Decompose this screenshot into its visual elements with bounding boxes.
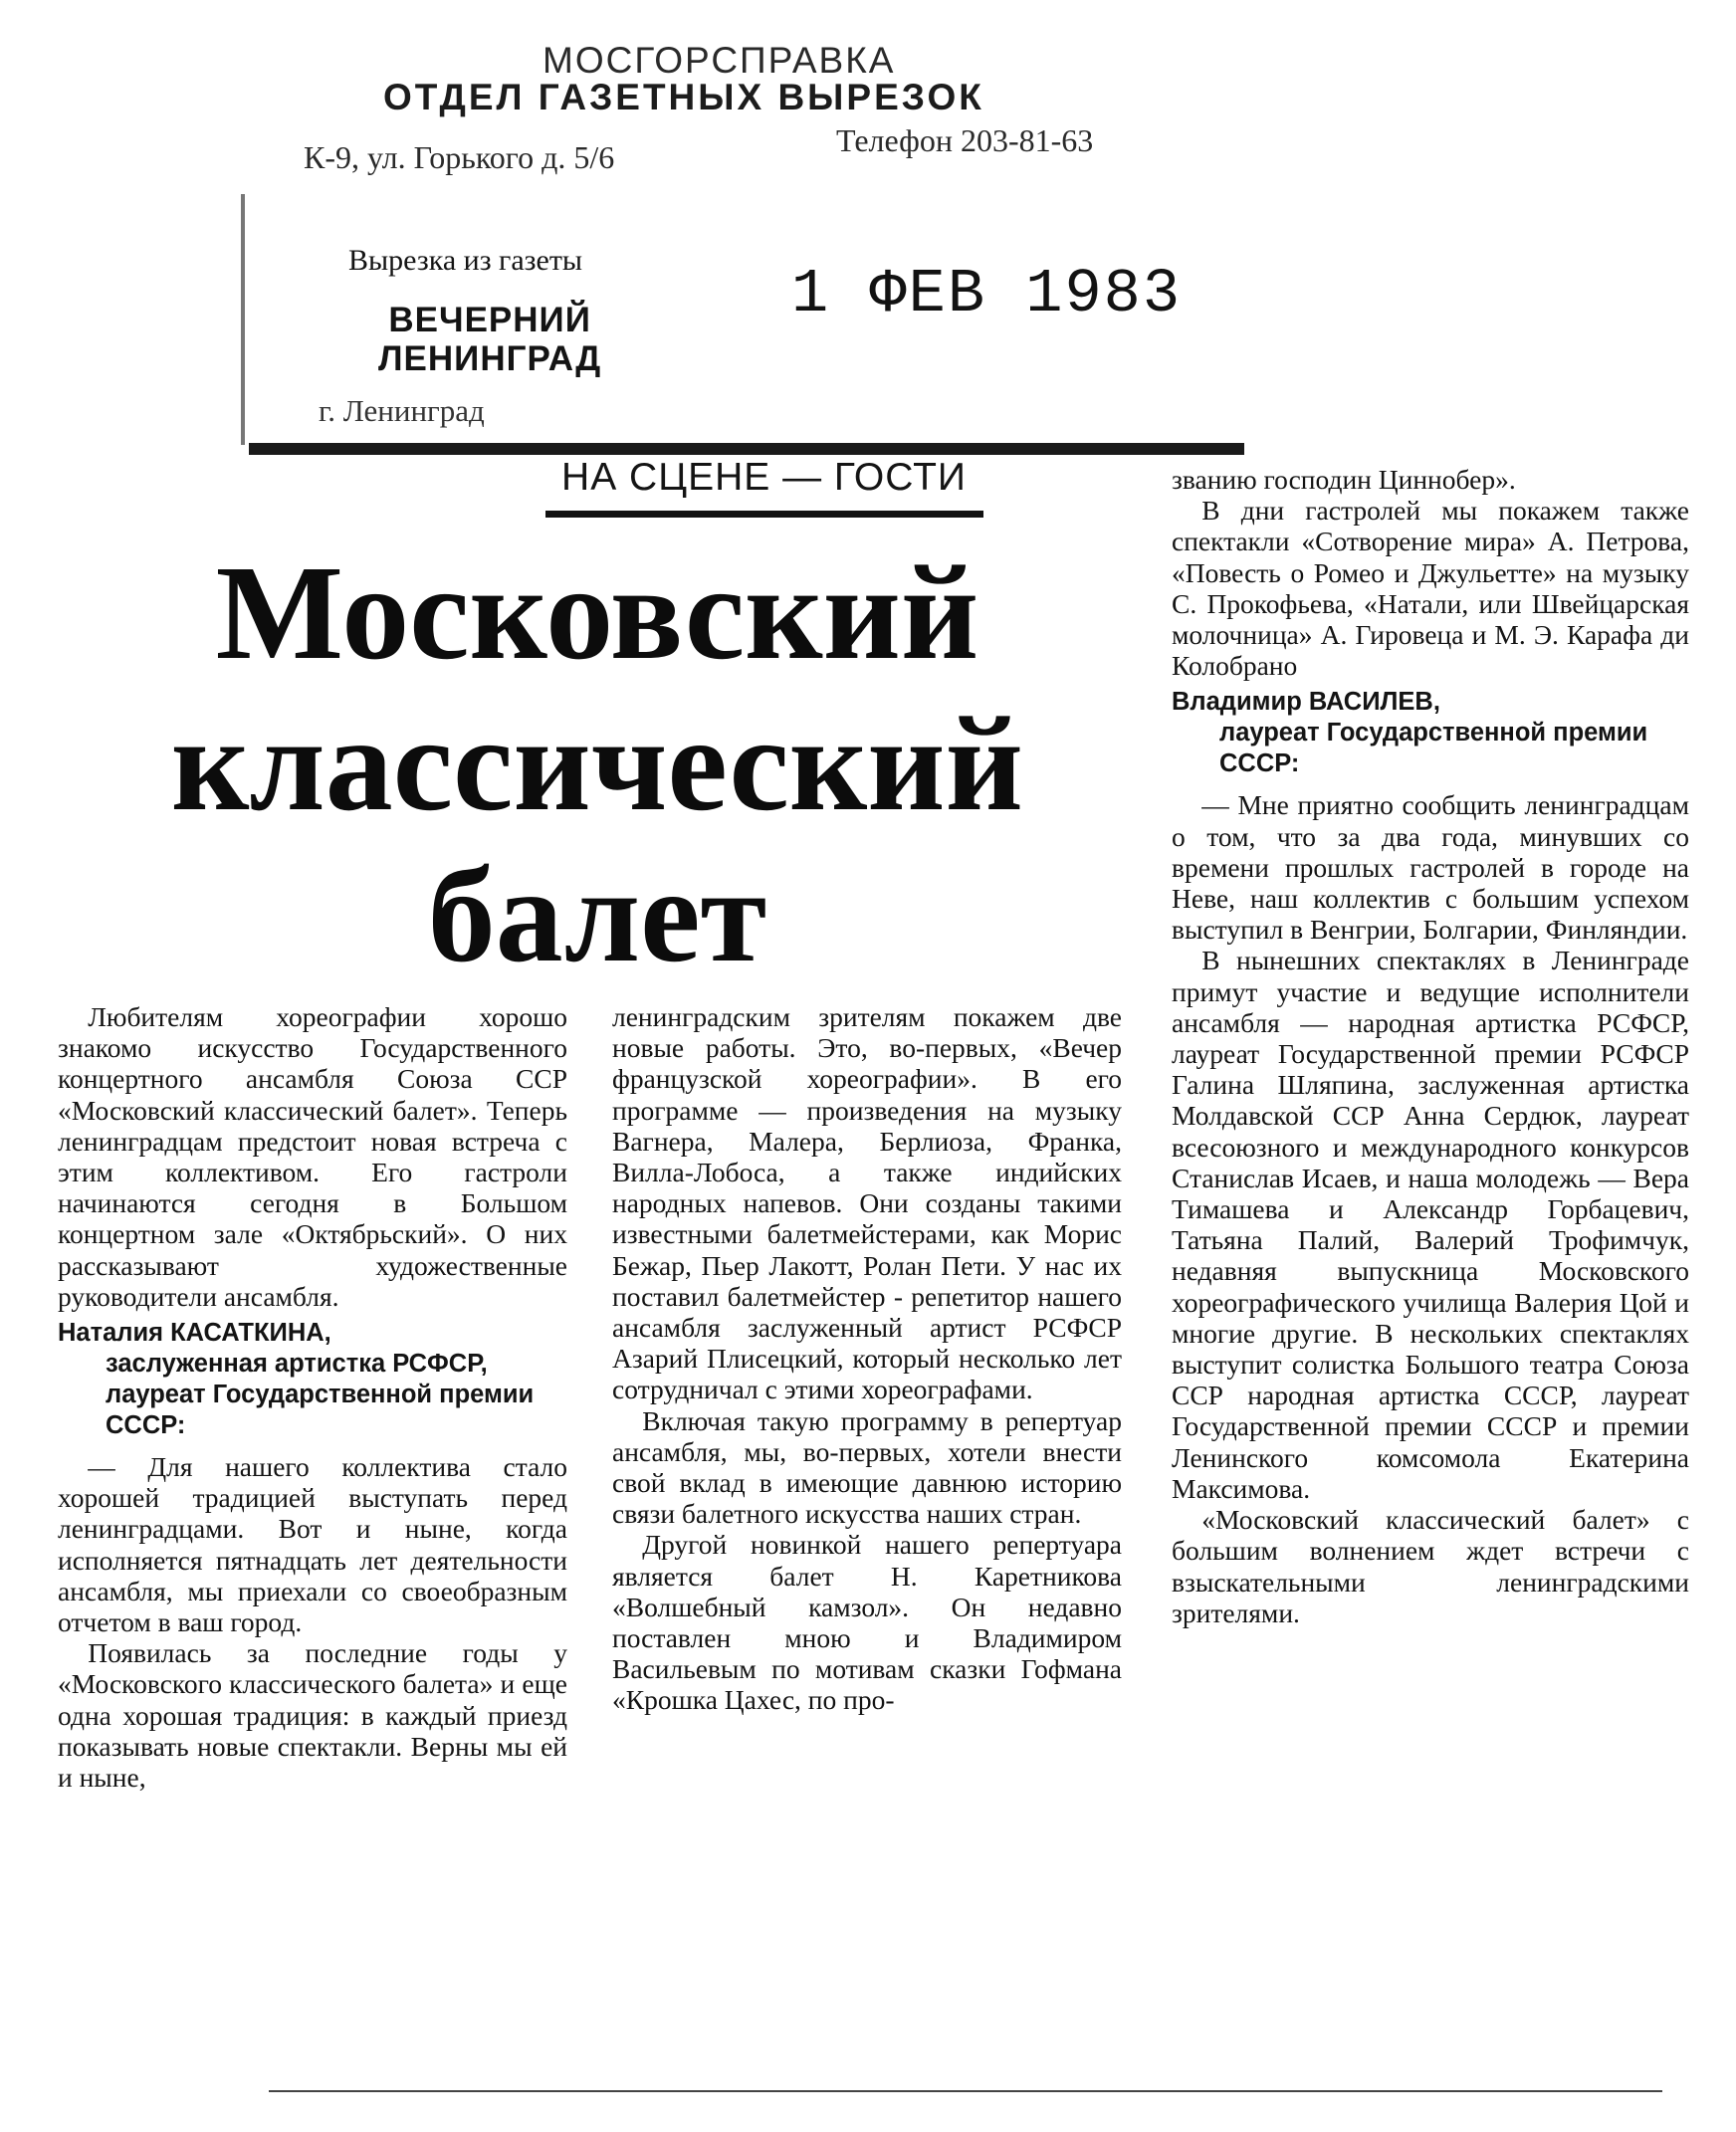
article-headline xyxy=(139,537,1055,991)
clipping-label: Вырезка из газеты xyxy=(348,244,583,277)
agency-phone: Телефон 203-81-63 xyxy=(836,122,1094,158)
article-intro: Любителям хореографии хорошо знакомо искусство Государственного концертного ансамбля Союза ССР «Московский классический балет». Теперь ленинградцам предстоит новая встреча с этим коллективом. Его гастроли начинаются сегодня в Большом концертном зале «Октябрьский». О них рассказывают художественные руководители ансамбля. xyxy=(58,1001,567,1312)
article-column-3 xyxy=(1172,464,1689,1628)
newspaper-name xyxy=(378,301,601,378)
stamp-edge-line xyxy=(241,194,245,445)
article-column-1 xyxy=(58,1001,567,1793)
byline-kasatkina-name: Наталия КАСАТКИНА, xyxy=(58,1319,331,1348)
newspaper-city: г. Ленинград xyxy=(319,393,485,428)
paragraph: Другой новинкой нашего репертуара является балет Н. Каретникова «Волшебный камзол». Он недавно поставлен мною и Владимиром Васильевым по мотивам сказки Гофмана «Крошка Цахес, по про- xyxy=(612,1529,1122,1716)
paragraph: Появилась за последние годы у «Московского классического балета» и еще одна хорошая традиция: в каждый приезд показывать новые спектакли. Верны мы ей и ныне, xyxy=(58,1637,567,1794)
agency-address: К-9, ул. Горького д. 5/6 xyxy=(304,139,615,175)
headline-line1: Московский xyxy=(215,538,979,688)
paragraph: ленинградским зрителям покажем две новые работы. Это, во-первых, «Вечер французской хореографии». В его программе — произведения на музыку Вагнера, Малера, Берлиоза, Франка, Вилла-Лобоса, а также индийских народных напевов. Они созданы такими известными балетмейстерами, как Морис Бежар, Пьер Лакотт, Ролан Пети. У нас их поставил балетмейстер - репетитор нашего ансамбля заслуженный артист РСФСР Азарий Плисецкий, который несколько лет сотрудничал с этими хореографами. xyxy=(612,1001,1122,1405)
agency-name: МОСГОРСПРАВКА xyxy=(542,40,896,81)
paragraph: — Мне приятно сообщить ленинградцам о том, что за два года, минувших со времени прошлых гастролей в городе на Неве, наш коллектив с большим успехом выступил в Венгрии, Болгарии, Финляндии. xyxy=(1172,789,1689,946)
paragraph: В дни гастролей мы покажем также спектакли «Сотворение мира» А. Петрова, «Повесть о Ромео и Джульетте» на музыку С. Прокофьева, «Натали, или Швейцарская молочница» А. Гировеца и М. Э. Карафа ди Колобрано xyxy=(1172,495,1689,682)
byline-vasilev-name: Владимир ВАСИЛЕВ, xyxy=(1172,688,1440,717)
paragraph: званию господин Циннобер». xyxy=(1172,464,1516,495)
clipping-stamp xyxy=(249,20,1183,433)
paragraph: Включая такую программу в репертуар ансамбля, мы, во-первых, хотели внести свой вклад в имеющие давнюю историю связи балетного искусства наших стран. xyxy=(612,1404,1122,1530)
rubric: НА СЦЕНЕ — ГОСТИ xyxy=(561,456,967,499)
byline-vasilev xyxy=(1172,687,1689,779)
department-name: ОТДЕЛ ГАЗЕТНЫХ ВЫРЕЗОК xyxy=(383,77,984,117)
newspaper-name-line2: ЛЕНИНГРАД xyxy=(378,339,602,378)
article-column-2 xyxy=(612,1001,1122,1716)
paragraph: В нынешних спектаклях в Ленинграде примут участие и ведущие исполнители ансамбля — народная артистка РСФСР, лауреат Государственной премии РСФСР Галина Шляпина, заслуженная артистка Молдавской ССР Анна Сердюк, лауреат всесоюзного и международного конкурсов Станислав Исаев, и наша молодежь — Вера Тимашева и Александр Горбацевич, Татьяна Палий, Валерий Трофимчук, недавняя выпускница Московского хореографического училища Валерия Цой и многие другие. В нескольких спектаклях выступит солистка Большого театра Союза ССР народная артистка СССР, лауреат Государственной премии СССР и премии Ленинского комсомола Екатерина Максимова. xyxy=(1172,945,1689,1504)
headline-line3: балет xyxy=(427,841,767,990)
bottom-rule xyxy=(269,2090,1662,2092)
byline-kasatkina-title: заслуженная артистка РСФСР, лауреат Государственной премии СССР: xyxy=(106,1350,535,1440)
rubric-underline xyxy=(545,511,983,518)
headline-line2: классический xyxy=(171,690,1023,839)
byline-vasilev-title: лауреат Государственной премии СССР: xyxy=(1219,719,1648,778)
stamp-bottom-rule xyxy=(249,443,1244,455)
date-stamp: 1 ФЕВ 1983 xyxy=(791,259,1183,329)
paragraph: «Московский классический балет» с большим волнением ждет встречи с взыскательными ленинградскими зрителями. xyxy=(1172,1504,1689,1628)
byline-kasatkina xyxy=(58,1318,567,1441)
newspaper-name-line1: ВЕЧЕРНИЙ xyxy=(388,301,591,339)
paragraph: — Для нашего коллектива стало хорошей традицией выступать перед ленинградцами. Вот и ныне, когда исполняется пятнадцать лет деятельности ансамбля, мы приехали со своеобразным отчетом в ваш город. xyxy=(58,1451,567,1638)
